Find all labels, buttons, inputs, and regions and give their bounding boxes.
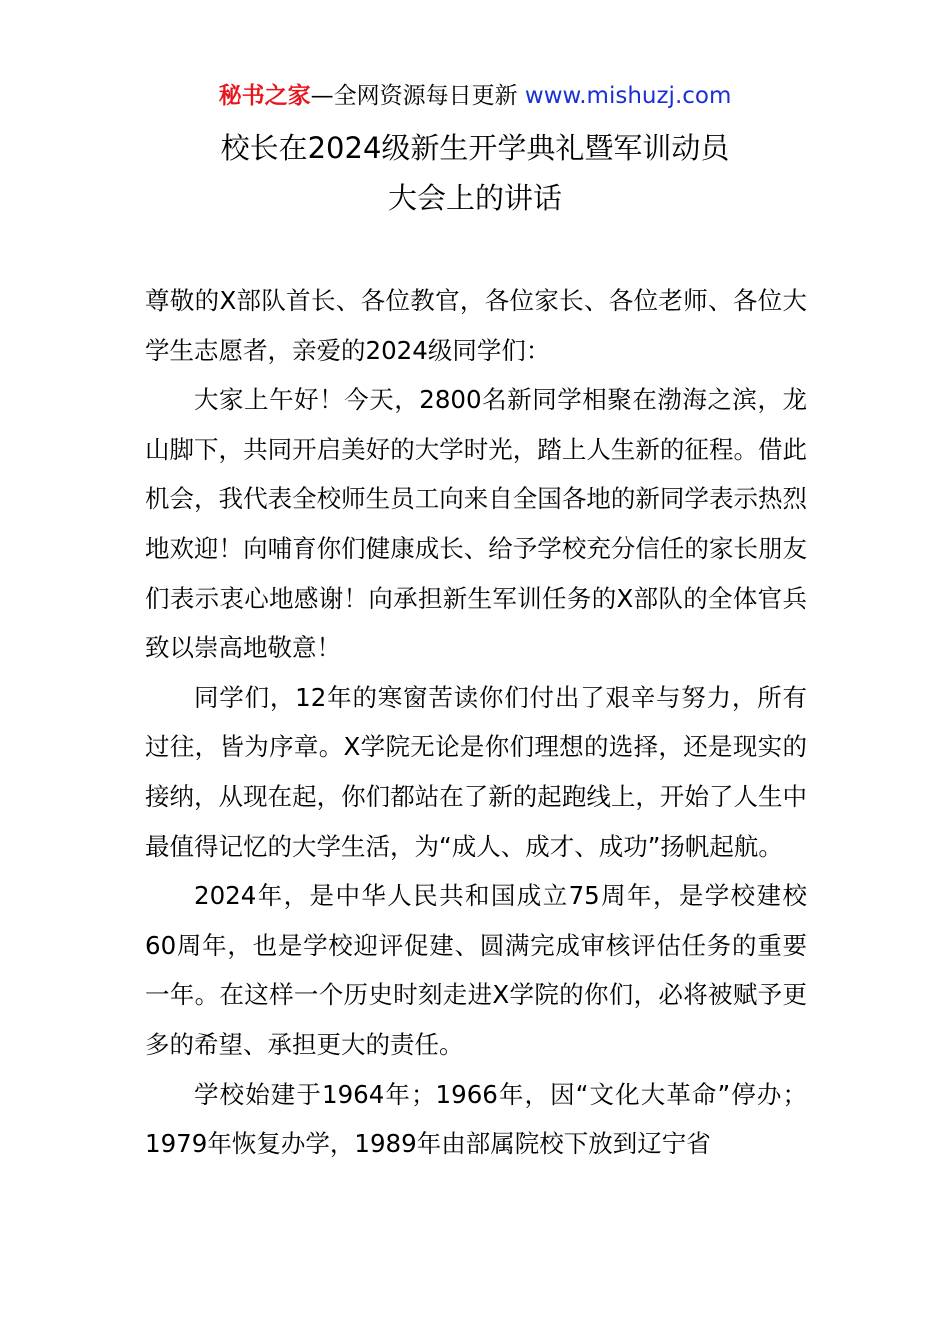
salutation: 尊敬的X部队首长、各位教官，各位家长、各位老师、各位大学生志愿者，亲爱的2024级同学们：: [145, 286, 807, 365]
paragraph: 学校始建于1964年；1966年，因“文化大革命”停办；1979年恢复办学，1989年由部属院校下放到辽宁省: [145, 1079, 807, 1159]
site-header: [0, 80, 950, 112]
paragraph: 大家上午好！今天，2800名新同学相聚在渤海之滨，龙山脚下，共同开启美好的大学时光，踏上人生新的征程。借此机会，我代表全校师生员工向来自全国各地的新同学表示热烈地欢迎！向哺育你们健康成长、给予学校充分信任的家长朋友们表示衷心地感谢！向承担新生军训任务的X部队的全体官兵致以崇高地敬意！: [145, 385, 807, 663]
document-title-line-2: 大会上的讲话: [387, 181, 562, 215]
paragraph: 2024年，是中华人民共和国成立75周年，是学校建校60周年，也是学校迎评促建、圆满完成审核评估任务的重要一年。在这样一个历史时刻走进X学院的你们，必将被赋予更多的希望、承担更大的责任。: [145, 881, 807, 1059]
document-title-line-1: 校长在2024级新生开学典礼暨军训动员: [220, 131, 730, 165]
paragraph: 同学们，12年的寒窗苦读你们付出了艰辛与努力，所有过往，皆为序章。X学院无论是你们理想的选择，还是现实的接纳，从现在起，你们都站在了新的起跑线上，开始了人生中最值得记忆的大学生活，为“成人、成才、成功”扬帆起航。: [145, 682, 807, 861]
document-body: [145, 276, 807, 1169]
site-name: 秘书之家: [218, 83, 311, 109]
site-tagline: —全网资源每日更新: [310, 83, 525, 109]
site-url-link[interactable]: www.mishuzj.com: [524, 83, 732, 109]
